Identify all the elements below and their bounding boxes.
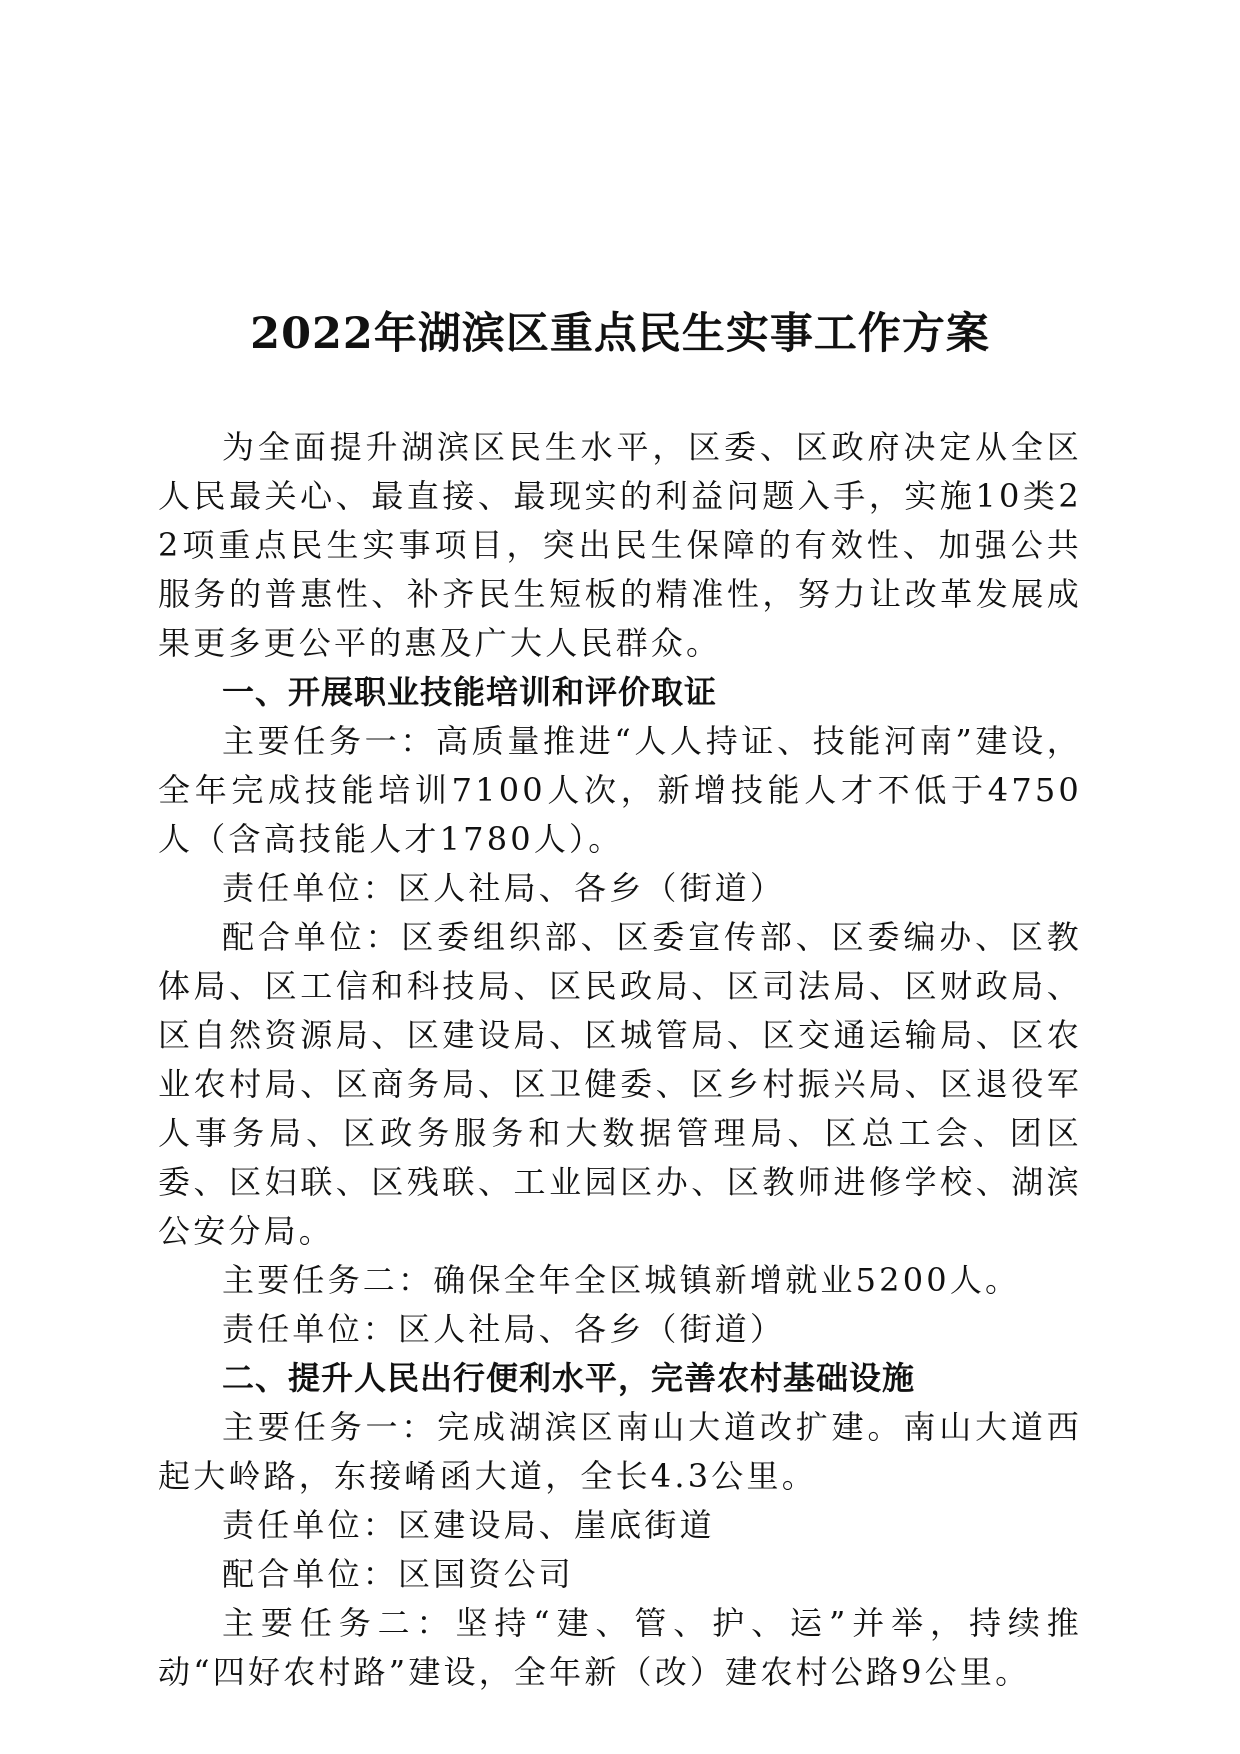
intro-paragraph: 为全面提升湖滨区民生水平，区委、区政府决定从全区人民最关心、最直接、最现实的利益问题入手，实施10类22项重点民生实事项目，突出民生保障的有效性、加强公共服务的普惠性、补齐民生短板的精准性，努力让改革发展成果更多更公平的惠及广大人民群众。 bbox=[158, 428, 1082, 662]
section-2-task-2: 主要任务二：坚持“建、管、护、运”并举，持续推动“四好农村路”建设，全年新（改）建农村公路9公里。 bbox=[158, 1604, 1082, 1691]
section-2-task-1-cooperating: 配合单位：区国资公司 bbox=[222, 1555, 575, 1593]
section-1-task-2-responsible: 责任单位：区人社局、各乡（街道） bbox=[222, 1310, 786, 1348]
document-title: 2022年湖滨区重点民生实事工作方案 bbox=[250, 309, 990, 359]
section-1-task-1-cooperating: 配合单位：区委组织部、区委宣传部、区委编办、区教体局、区工信和科技局、区民政局、区司法局、区财政局、区自然资源局、区建设局、区城管局、区交通运输局、区农业农村局、区商务局、区卫健委、区乡村振兴局、区退役军人事务局、区政务服务和大数据管理局、区总工会、团区委、区妇联、区残联、工业园区办、区教师进修学校、湖滨公安分局。 bbox=[158, 918, 1082, 1250]
document-body bbox=[158, 423, 1082, 1697]
section-1-task-2: 主要任务二：确保全年全区城镇新增就业5200人。 bbox=[222, 1261, 1021, 1299]
section-1-task-1-responsible: 责任单位：区人社局、各乡（街道） bbox=[222, 869, 786, 907]
section-2-task-1-responsible: 责任单位：区建设局、崖底街道 bbox=[222, 1506, 715, 1544]
section-1-heading: 一、开展职业技能培训和评价取证 bbox=[222, 673, 718, 711]
section-2-heading: 二、提升人民出行便利水平，完善农村基础设施 bbox=[222, 1359, 916, 1397]
section-2-task-1: 主要任务一：完成湖滨区南山大道改扩建。南山大道西起大岭路，东接崤函大道，全长4.3公里。 bbox=[158, 1408, 1082, 1495]
section-1-task-1: 主要任务一：高质量推进“人人持证、技能河南”建设，全年完成技能培训7100人次，新增技能人才不低于4750人（含高技能人才1780人）。 bbox=[158, 722, 1082, 858]
